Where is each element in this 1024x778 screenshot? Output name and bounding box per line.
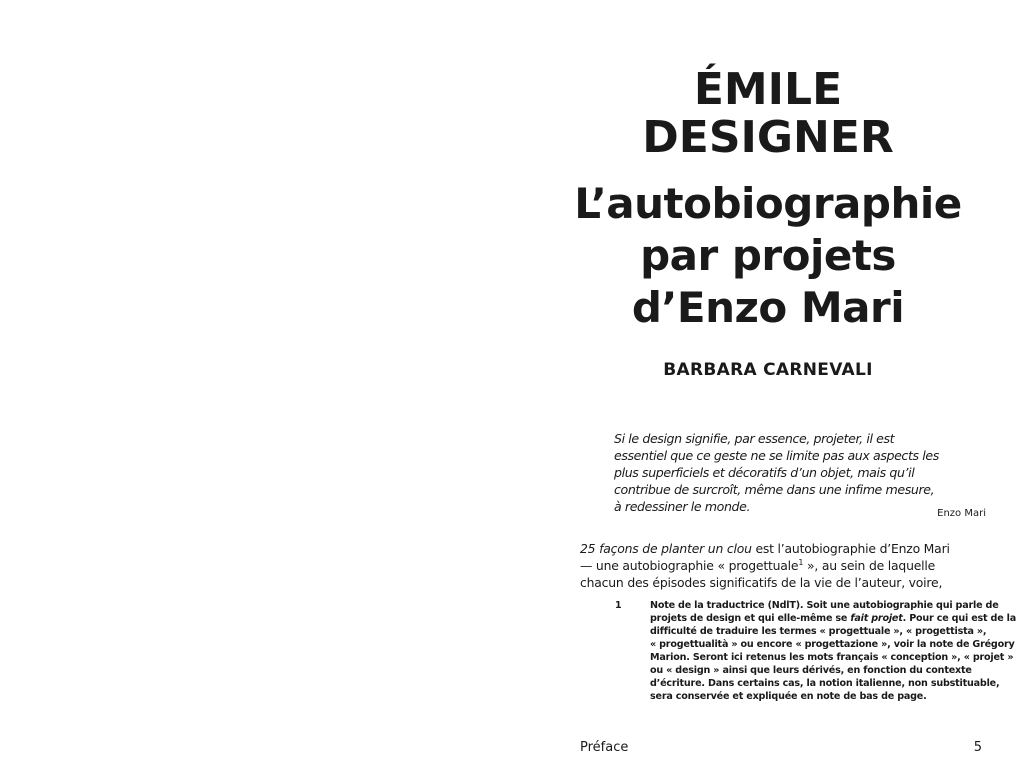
subtitle-line-2: par projets: [640, 231, 896, 280]
page-number: 5: [973, 740, 982, 755]
footnote-line: « progettualità » ou encore « progettazione », voir la note de Grégory: [650, 639, 1015, 650]
footnote-number: 1: [615, 600, 622, 611]
epigraph-line: Si le design signifie, par essence, projeter, il est: [614, 431, 895, 446]
footnote-line: sera conservée et expliquée en note de bas de page.: [650, 691, 927, 702]
book-subtitle: [512, 178, 1024, 334]
footnote-line: difficulté de traduire les termes « progettuale », « progettista »,: [650, 626, 987, 637]
footnote-line: ou « design » ainsi que leurs dérivés, en fonction du contexte: [650, 665, 972, 676]
epigraph-line: essentiel que ce geste ne se limite pas aux aspects les: [614, 448, 939, 463]
footnote: [650, 599, 1017, 703]
footnote-line: projets de design et qui elle-même se fait projet. Pour ce qui est de la: [650, 613, 1017, 624]
epigraph-attribution: Enzo Mari: [937, 508, 986, 519]
epigraph-line: plus superficiels et décoratifs d’un objet, mais qu’il: [614, 465, 915, 480]
body-line: — une autobiographie « progettuale$^1$ », au sein de laquelle: [580, 557, 936, 573]
footnote-line: d’écriture. Dans certains cas, la notion italienne, non substituable,: [650, 678, 1000, 689]
epigraph-line: à redessiner le monde.: [614, 499, 751, 514]
epigraph: [614, 430, 974, 515]
footnote-line: Note de la traductrice (NdlT). Soit une autobiographie qui parle de: [650, 600, 999, 611]
body-paragraph: [580, 540, 1000, 591]
right-page: [512, 0, 1024, 778]
subtitle-line-3: d’Enzo Mari: [631, 283, 905, 332]
title-line-2: DESIGNER: [642, 112, 894, 163]
footnote-reference[interactable]: 1: [798, 557, 804, 567]
epigraph-line: contribue de surcroît, même dans une infime mesure,: [614, 482, 935, 497]
body-line: chacun des épisodes significatifs de la vie de l’auteur, voire,: [580, 575, 943, 590]
body-line: 25 façons de planter un clou est l’autobiographie d’Enzo Mari: [580, 541, 950, 556]
title-line-1: ÉMILE: [693, 64, 843, 115]
footnote-line: Marion. Seront ici retenus les mots français « conception », « projet »: [650, 652, 1014, 663]
running-head: Préface: [580, 740, 629, 755]
subtitle-line-1: L’autobiographie: [574, 179, 962, 228]
author-name: BARBARA CARNEVALI: [663, 360, 873, 380]
book-title: [512, 66, 1024, 162]
book-title-italic: 25 façons de planter un clou: [580, 541, 752, 556]
